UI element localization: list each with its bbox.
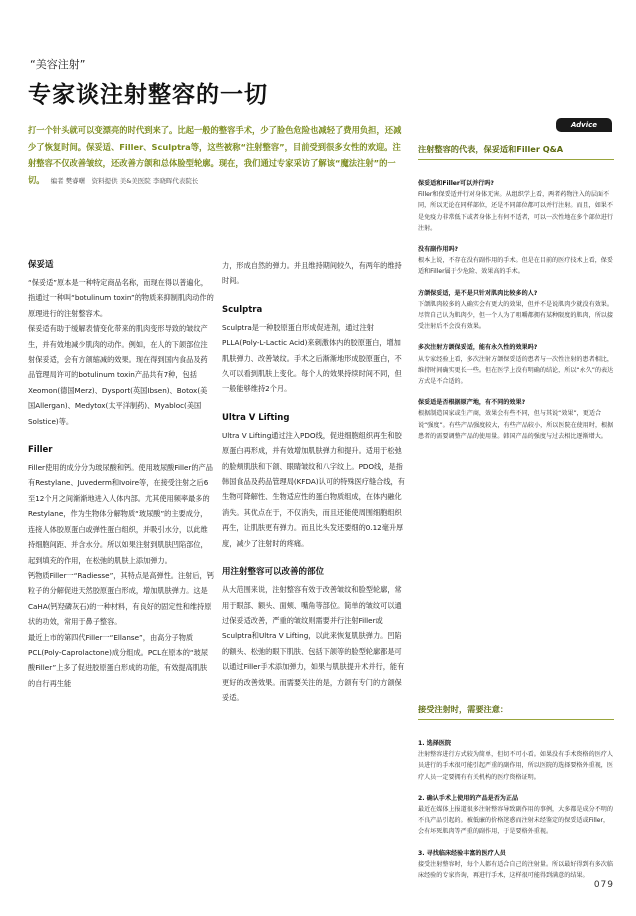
answer: 从专家经验上看，多次注射方颌保妥适的患者与一次性注射的患者相比，维持时间确实更长一些。但在医学上没有明确的结论，所以“永久”的表达方式是不合适的。 (418, 355, 614, 386)
steps-list (418, 738, 614, 891)
answer: 下颌肌肉较多的人确实会有更大的效果，但并不是说肌肉少就没有效果。尽管自己认为肌肉少，但一个人为了咀嚼都拥有某种限度的肌肉，所以接受注射后不会没有效果。 (418, 300, 613, 331)
answer: 注射整容进行方式较为简单，但切不可小看。如果没有手术资格的医疗人员进行的手术很可能引起严重的副作用，所以医院的选择要格外重视，医疗人员一定要拥有有关机构的医疗资格证明。 (418, 751, 613, 781)
section-heading: Filler (28, 445, 53, 456)
body-paragraph: “保妥适”原本是一种特定商品名称，而现在得以普遍化，指通过一种叫“botulinum toxin”的物质来抑制肌肉动作的原理进行的注射整容术。 (28, 278, 214, 318)
body-paragraph: 最近上市的第四代Filler一“Ellanse”，由高分子物质PCL(Poly-Caprolactone)成分组成。PCL在原本的“玻尿酸Filler”上多了促进胶原蛋白形成的功能，有效提高肌肤的自行再生能 (28, 632, 209, 688)
body-paragraph: 从大范围来说，注射整容有效于改善皱纹和脸型轮廓，常用于眼部、额头、面颊、嘴角等部位。简单的皱纹可以通过保妥适改善，严重的皱纹则需要并行注射Filler或Sculptra和Ultra V Lifting，以此来恢复肌肤弹力。凹陷的额头、松弛的眼下肌肤、包括下颌等的脸型轮廓都是可以通过Filler手术添加弹力，如果与肌肤提升术并行，能有更好的改善效果。而需要关注的是，方颌有专门的方颌保妥适。 (222, 585, 405, 702)
question: 没有副作用吗? (418, 246, 459, 254)
qa-item (418, 244, 614, 278)
section-heading: 保妥适 (28, 260, 54, 270)
qa-item (418, 793, 614, 838)
page-number: 079 (593, 880, 614, 890)
qa-item (418, 738, 614, 783)
section-heading: Ultra V Lifting (222, 412, 290, 423)
credits: 编者 樊睿曙 资料提供 美&美医院 李晓晖代表院长 (50, 176, 199, 185)
body-paragraph: 保妥适有助于缓解表情变化带来的肌肉变形导致的皱纹产生，并有效地减少肌肉的动作。例如，在人的下颌部位注射保妥适，会有方颌缩减的效果。现在得到国内食品及药品管理局许可的botulinum toxin产品共有7种，包括Xeomon(德国Merz)、Dysport(英国Ibsen)、Botox(美国Allergan)、Medytox(太平洋制药)、Myabloc(美国Solstice)等。 (28, 324, 208, 426)
qa-heading: 注射整容的代表，保妥适和Filler Q&A (418, 144, 614, 160)
question: 保妥适和Filler可以并行吗? (418, 180, 494, 187)
qa-item (418, 342, 614, 387)
question: 2. 确认手术上使用的产品是否为正品 (418, 794, 519, 802)
lead-paragraph (28, 122, 408, 189)
article-column-2 (222, 258, 408, 705)
steps-heading: 接受注射时，需要注意： (418, 704, 614, 720)
section-heading: 用注射整容可以改善的部位 (222, 567, 325, 578)
body-paragraph: Ultra V Lifting通过注入PDO线，促进细胞组织再生和胶原蛋白再形成，并有效增加肌肤弹力和提升。适用于松弛的脸颊肌肤和下颌、眼睛皱纹和八字纹上。PDO线，是指韩国食品及药品管理局(KFDA)认可的特殊医疗缝合线，有生物可降解性、生物适应性的蛋白物质组成，在体内融化消失。其优点在于，不仅消失，而且还能使周围细胞组织再生，让肌肤更有弹力。而且比头发还要细的0.12毫升厚度，减少了注射时的疼痛。 (222, 430, 405, 548)
answer: 接受注射整容时，每个人都有适合自己的注射量。所以最好得到有多次临床经验的专家咨询，再进行手术，这样很可能得到满意的结果。 (418, 860, 613, 880)
question: 保妥适是否根据原产地，有不同的效果? (418, 399, 526, 407)
answer: 根据制造国家或生产商，效果会有些不同，但与其说“效果”，更适合说“强度”。有些产品强度较大，有些产品较小，所以医院在使用时，根据患者的需要调整产品的使用量。韩国产品的强度与过去相比逐渐增大。 (418, 410, 614, 440)
lead-text: 打一个针头就可以变漂亮的时代到来了。比起一般的整容手术，少了脸色危险也减轻了费用负担，还减少了恢复时间。保妥适、Filler、Sculptra等，这些被称“注射整容”，目前受到很多女性的欢迎。注射整容不仅改善皱纹，还改善方颌和总体脸型轮廓。现在，我们通过专家采访了解该“魔法注射”的一切。 (28, 125, 402, 185)
question: 方颌保妥适，是不是只针对肌肉比较多的人? (418, 289, 538, 297)
question: 1. 选择医院 (418, 740, 452, 747)
section-gap (222, 551, 408, 565)
question: 多次注射方颌保妥适，能有永久性的效果吗? (418, 344, 538, 352)
qa-item (418, 848, 614, 882)
section-gap (28, 429, 214, 443)
body-paragraph: Filler使用的成分分为玻尿酸和钙。使用玻尿酸Filler的产品有Restylane、Juvederm和Ivoire等，在接受注射之后6至12个月之间渐渐地进入人体内部。尤其使用频率最多的Restylane，作为生物体分解物质“玻尿酸”的主要成分，连接人体胶原蛋白或弹性蛋白组织，并吸引水分，以此维持细胞间距、并含水分。所以如果注射到肌肤凹陷部位，起到填充的作用，在松弛的肌肤上添加弹力。 (28, 463, 213, 565)
question: 3. 寻找临床经验丰富的医疗人员 (418, 849, 506, 857)
advice-badge: Advice (556, 118, 612, 132)
body-paragraph: 力，形成自然的弹力。并且维持期间较久，有两年的维持时间。 (222, 261, 402, 286)
qa-item (418, 397, 614, 442)
article-column-1 (28, 258, 214, 691)
body-paragraph: Sculptra是一种胶原蛋白形成促进剂，通过注射PLLA(Poly-L-Lactic Acid)来刺激体内的胶原蛋白，增加肌肤弹力、改善皱纹。手术之后渐渐地形成胶原蛋白，不久可以看到肌肤上变化。每个人的效果持续时间不同，但一般能够维持2个月。 (222, 322, 402, 394)
body-paragraph: 钙物质Filler一“Radiesse”，其特点是高弹性。注射后，钙粒子的分解促进天然胶原蛋白形成，增加肌肤弹力。这是CaHA(钙羟磷灰石)的一种材料，有良好的固定性和维持原状的功效，常用于鼻子整容。 (28, 570, 214, 627)
section-heading: Sculptra (222, 304, 263, 315)
section-gap (222, 397, 408, 411)
answer: 根本上说，不存在没有副作用的手术。但是在目前的医疗技术上看，保妥适和Filler属于少危险、效果高的手术。 (418, 257, 613, 276)
section-gap (222, 289, 408, 303)
qa-list (418, 178, 614, 452)
kicker: “美容注射” (30, 58, 86, 71)
qa-item (418, 178, 614, 234)
answer: Filler和保妥适并行对身体无害。从组织学上看，两者药物注入的层面不同，所以无论在同样部位，还是不同部位都可以并行注射。而且，如果不是免疫力非常低下或者身体上有何不适者，可以一次性地在多个部位进行注射。 (418, 191, 613, 232)
answer: 最近在媒体上报道很多注射整容导致副作用的事例，大多都是成分不明的不良产品引起的。被低廉的价格迷惑而注射未经鉴定的保妥适或Filler，会有坏死肌肉等严重的副作用，于是要格外重视。 (418, 806, 613, 836)
page-title: 专家谈注射整容的一切 (28, 82, 268, 108)
qa-item (418, 288, 614, 333)
